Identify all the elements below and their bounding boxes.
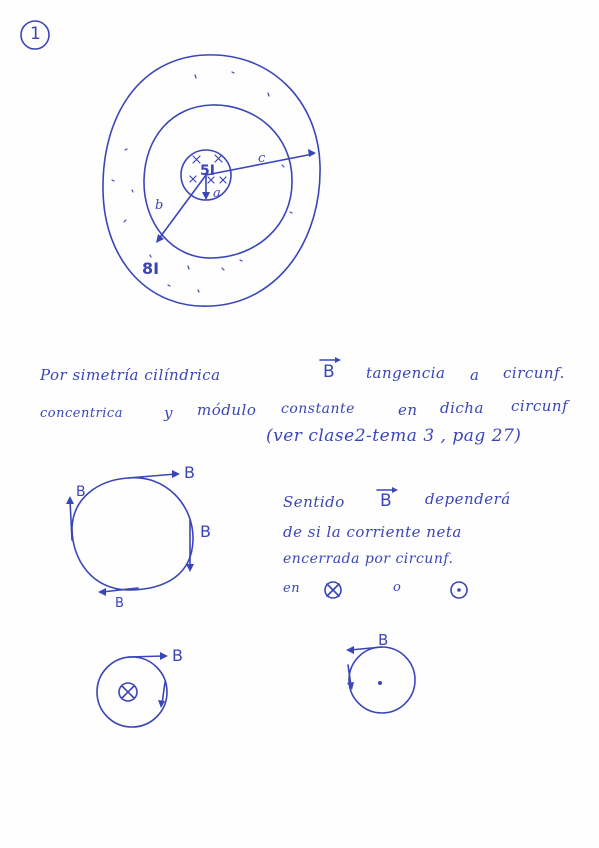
small-circle-into-page (97, 657, 167, 727)
small-circle-left-side-arrow (158, 682, 165, 708)
note-line3: encerrada por circunf. (283, 551, 454, 567)
shell-current-label: 8I (142, 259, 160, 278)
text-line2-f: dicha (440, 399, 484, 417)
field-label-top: B (184, 463, 195, 482)
small-circle-left-label: B (172, 646, 183, 665)
field-label-right: B (200, 522, 211, 541)
text-line2-b: y (164, 404, 173, 422)
text-line1-vector: B (323, 362, 335, 382)
note-line4-a: en (283, 581, 301, 596)
small-circle-left-top-arrow (128, 652, 168, 660)
center-current-label: 5I (200, 163, 215, 179)
text-line3-reference: (ver clase2-tema 3 , pag 27) (266, 426, 522, 446)
radius-c-label: c (258, 151, 266, 166)
small-circle-out-of-page (349, 647, 415, 713)
tangent-arrow-top (128, 470, 180, 478)
note-line1-b: dependerá (425, 490, 511, 508)
text-line1-d: circunf. (503, 364, 565, 382)
text-line1-c: a (470, 366, 480, 384)
small-circle-right-label: B (378, 631, 389, 649)
text-line2-g: circunf (511, 397, 569, 415)
field-label-bottom: B (115, 596, 124, 611)
into-page-symbol (325, 582, 341, 598)
field-line-circle (72, 478, 193, 590)
small-circle-right-dot (378, 681, 382, 685)
field-label-left: B (76, 484, 86, 500)
text-line2-e: en (398, 401, 418, 419)
text-line2-a: concentrica (40, 406, 123, 421)
text-line2-c: módulo (197, 401, 257, 419)
note-line1-vector: B (380, 491, 392, 511)
note-line2: de si la corriente neta (283, 523, 462, 541)
text-line2-d: constante (281, 401, 355, 417)
problem-number: 1 (30, 24, 41, 44)
note-line4-b: o (393, 580, 402, 595)
small-circle-left-cross (119, 683, 137, 701)
note-line1-a: Sentido (283, 493, 345, 511)
out-of-page-symbol (451, 582, 467, 598)
radius-b-label: b (155, 198, 164, 213)
text-line1-a: Por simetría cilíndrica (40, 366, 221, 384)
radius-a-label: a (213, 186, 222, 201)
shell-speckles (112, 72, 292, 292)
text-line1-b: tangencia (366, 364, 446, 382)
middle-circle (144, 105, 292, 258)
